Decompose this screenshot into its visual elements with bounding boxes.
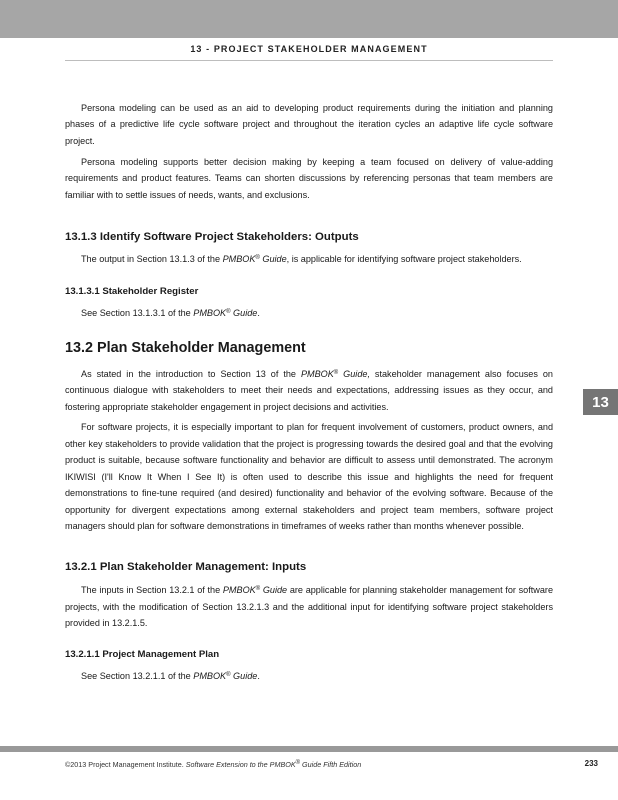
chapter-thumb-tab: 13 [583,389,618,415]
paragraph-13-1-3: The output in Section 13.1.3 of the PMBOK® Guide, is applicable for identifying software project stakeholders. [81,253,522,264]
top-gray-band [0,0,618,38]
header-divider [65,60,553,61]
paragraph-13-1-3-1: See Section 13.1.3.1 of the PMBOK® Guide. [81,308,260,319]
footer-copyright: ©2013 Project Management Institute. Software Extension to the PMBOK® Guide Fifth Edition [65,760,362,769]
paragraph-13-2-software-projects: For software projects, it is especially important to plan for frequent involvement of customers, product owners, and other key stakeholders to provide validation that the project is progressing towards the desired goal and that the evolving product is suitable, because software functionality and behavior are difficult to assess until demonstrated. The acronym IKIWISI (I'll Know It When I See It) is often used to describe this issue and highlights the need for frequent demonstrations to fine-tune required (and desired) functionality and behavior of the evolving software. Because of the opportunity for divergent expectations among external stakeholders and project team members, software project managers should plan for software demonstrations in timeframes of weeks rather than months whenever possible. [65,422,553,531]
heading-13-1-3: 13.1.3 Identify Software Project Stakeholders: Outputs [65,230,359,243]
paragraph-13-2-intro: As stated in the introduction to Section 13 of the PMBOK® Guide, stakeholder management also focuses on continuous dialogue with stakeholders to meet their needs and expectations, addressing issues as they occur, and fostering appropriate stakeholder engagement in project decisions and activities. [65,368,553,412]
heading-13-2-1-1: 13.2.1.1 Project Management Plan [65,648,220,660]
page-body [65,100,553,684]
heading-13-2: 13.2 Plan Stakeholder Management [65,339,306,356]
running-header-title: 13 - PROJECT STAKEHOLDER MANAGEMENT [190,44,428,54]
footer-divider [0,746,618,752]
paragraph-13-2-1: The inputs in Section 13.2.1 of the PMBOK® Guide are applicable for planning stakeholder management for software projects, with the modification of Section 13.2.1.3 and the additional input for identifying software project stakeholders provided in 13.2.1.5. [65,585,553,629]
paragraph-13-2-1-1: See Section 13.2.1.1 of the PMBOK® Guide. [81,670,260,681]
paragraph-persona-modeling-2: Persona modeling supports better decision making by keeping a team focused on delivery of value-adding requirements and product features. Teams can shorten discussions by referencing personas that team members are familiar with to settle issues of needs, wants, and exclusions. [65,156,553,200]
page-number: 233 [584,759,598,768]
heading-13-1-3-1: 13.1.3.1 Stakeholder Register [65,286,199,298]
heading-13-2-1: 13.2.1 Plan Stakeholder Management: Inputs [65,561,307,574]
paragraph-persona-modeling-1: Persona modeling can be used as an aid to developing product requirements during the initiation and planning phases of a predictive life cycle software project and throughout the iteration cycles an adaptive life cycle software project. [65,103,553,146]
